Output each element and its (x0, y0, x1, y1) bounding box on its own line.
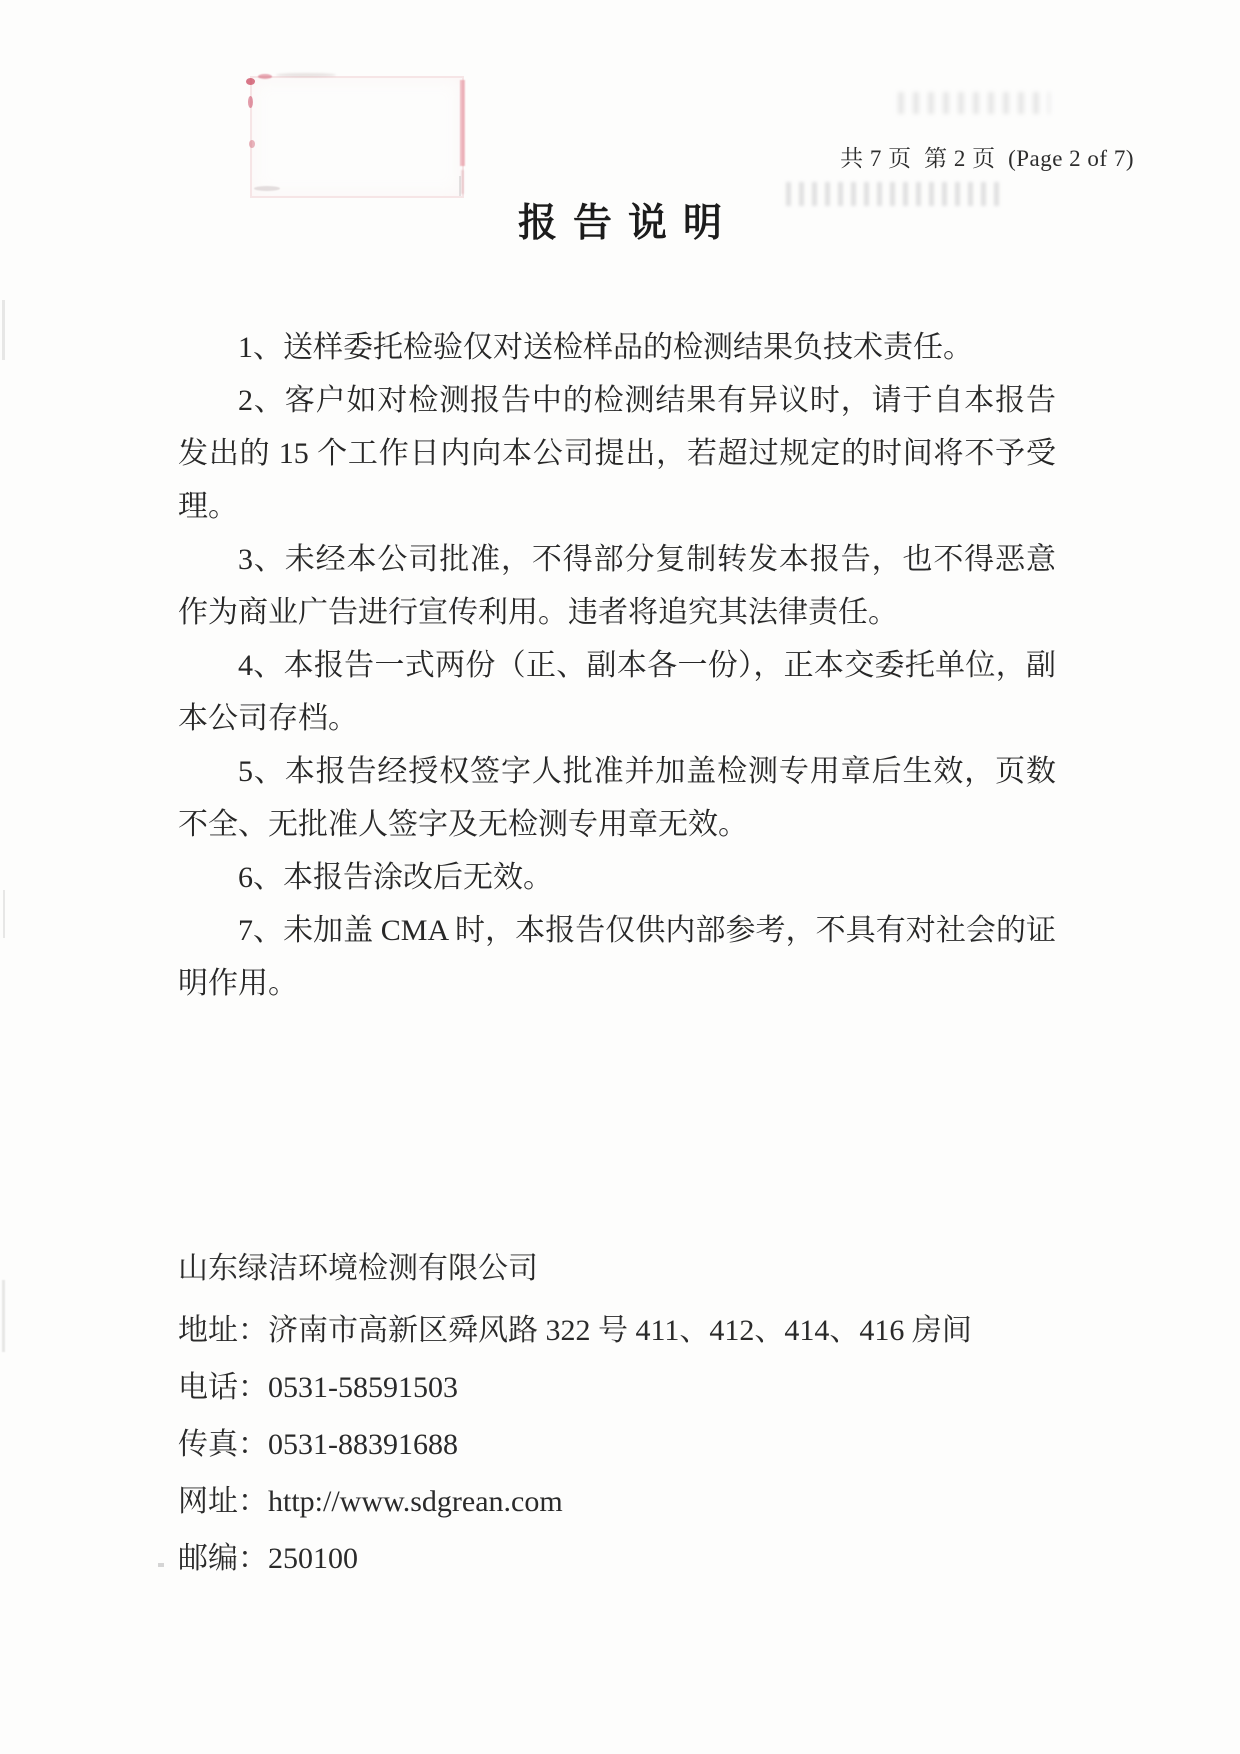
stamp-ink-speck (246, 78, 255, 85)
note-item-4: 4、本报告一式两份（正、副本各一份），正本交委托单位，副本公司存档。 (178, 649, 1056, 735)
note-item-7: 7、未加盖 CMA 时，本报告仅供内部参考，不具有对社会的证明作用。 (178, 914, 1056, 1000)
page-title: 报告说明 (517, 202, 738, 245)
company-phone: 电话：0531-58591503 (178, 1371, 458, 1404)
note-item-2: 2、客户如对检测报告中的检测结果有异议时，请于自本报告发出的 15 个工作日内向本公司提出，若超过规定的时间将不予受理。 (178, 384, 1056, 523)
company-name: 山东绿洁环境检测有限公司 (178, 1252, 538, 1285)
company-info (178, 1252, 1078, 1599)
stamp-ink-speck (249, 140, 255, 148)
company-postcode: 邮编：250100 (178, 1542, 358, 1575)
note-item-1: 1、送样委托检验仅对送检样品的检测结果负技术责任。 (238, 331, 973, 364)
stamp-right-edge (460, 80, 465, 166)
scan-artifact (2, 1280, 5, 1352)
stamp-ink-speck (276, 73, 336, 77)
scan-artifact (2, 300, 5, 360)
note-item-6: 6、本报告涂改后无效。 (238, 861, 553, 894)
scan-artifact (158, 1563, 164, 1567)
note-item-3: 3、未经本公司批准，不得部分复制转发本报告，也不得恶意作为商业广告进行宣传利用。违者将追究其法律责任。 (178, 543, 1056, 629)
stamp-right-edge (461, 170, 464, 194)
stamp-ink-speck (254, 186, 280, 191)
report-notes (178, 321, 1056, 1010)
page-number: 共 7 页 第 2 页 (Page 2 of 7) (840, 146, 1134, 171)
scan-artifact (898, 92, 1050, 114)
scan-artifact (3, 890, 5, 938)
note-item-5: 5、本报告经授权签字人批准并加盖检测专用章后生效，页数不全、无批准人签字及无检测专用章无效。 (178, 755, 1056, 841)
faded-red-stamp (250, 76, 464, 198)
company-website: 网址：http://www.sdgrean.com (178, 1485, 563, 1518)
stamp-ink-speck (258, 74, 272, 79)
company-fax: 传真：0531-88391688 (178, 1428, 458, 1461)
company-address: 地址：济南市高新区舜风路 322 号 411、412、414、416 房间 (178, 1314, 972, 1347)
stamp-ink-speck (248, 96, 253, 108)
